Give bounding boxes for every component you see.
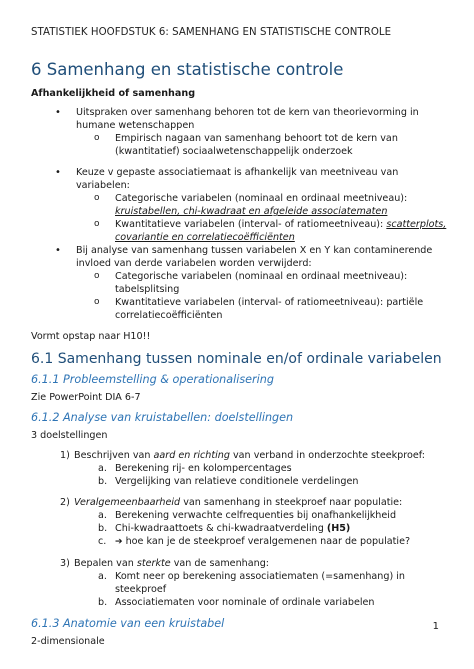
body-text: 2-dimensionale <box>31 636 105 647</box>
body-text: 3 doelstellingen <box>31 430 108 441</box>
lettered-item: a. Berekening rij- en kolompercentages <box>98 463 292 474</box>
item-text: van verband in onderzochte steekproef: <box>229 450 426 461</box>
sub-bullet-text: Categorische variabelen (nominaal en ordinaal meetniveau): <box>115 193 408 204</box>
lettered-item: a. Berekening verwachte celfrequenties bij onafhankelijkheid <box>98 510 397 521</box>
item-emphasis: Veralgemeenbaarheid <box>74 497 181 508</box>
item-text: Beschrijven van <box>74 450 154 461</box>
chapter-title: 6 Samenhang en statistische controle <box>31 60 344 79</box>
item-text: van de samenhang: <box>170 558 270 569</box>
section-subtitle: Afhankelijkheid of samenhang <box>31 88 196 99</box>
item-text: Komt neer op berekening associatiematen (=samenhang) in steekproef <box>115 571 406 595</box>
sub-bullet-emphasis: scatterplots, covariantie en correlatiecoëfficiënten <box>115 219 447 243</box>
item-number: 1) <box>60 450 70 461</box>
item-emphasis: sterkte <box>136 558 171 569</box>
item-text: Berekening verwachte celfrequenties bij onafhankelijkheid <box>115 510 397 521</box>
lettered-item: b. Chi-kwadraattoets & chi-kwadraatverdeling (H5) <box>98 523 351 534</box>
numbered-item <box>31 449 451 462</box>
sub-bullet-item: o Empirisch nagaan van samenhang behoort tot de kern van (kwantitatief) sociaalwetenschappelijk onderzoek <box>31 132 451 158</box>
lettered-item: b. Vergelijking van relatieve conditionele verdelingen <box>98 476 359 487</box>
lettered-item: a. Komt neer op berekening associatiematen (=samenhang) in steekproef <box>98 571 406 595</box>
item-number: 3) <box>60 558 70 569</box>
item-text: Bepalen van <box>74 558 137 569</box>
arrow-icon: ➔ <box>115 537 123 547</box>
item-text: Vergelijking van relatieve conditionele verdelingen <box>115 476 359 487</box>
item-number: 2) <box>60 497 70 508</box>
page-header: STATISTIEK HOOFDSTUK 6: SAMENHANG EN STATISTISCHE CONTROLE <box>31 27 392 38</box>
item-text: Chi-kwadraattoets & chi-kwadraatverdeling <box>115 523 327 534</box>
bullet-item: • Bij analyse van samenhang tussen variabelen X en Y kan contaminerende invloed van derde variabelen worden verwijderd: <box>31 244 451 270</box>
note-text: Vormt opstap naar H10!! <box>31 331 151 342</box>
body-text: Zie PowerPoint DIA 6-7 <box>31 392 141 403</box>
item-text: Associatiematen voor nominale of ordinale variabelen <box>115 597 375 608</box>
bullet-item: • Keuze v gepaste associatiemaat is afhankelijk van meetniveau van variabelen: <box>31 166 451 192</box>
item-bold: (H5) <box>326 523 351 534</box>
sub-bullet-emphasis: kruistabellen, chi-kwadraat en afgeleide associatematen <box>115 206 388 217</box>
lettered-item: c. ➔ hoe kan je de steekproef veralgemenen naar de populatie? <box>98 536 411 547</box>
item-text: hoe kan je de steekproef veralgemenen naar de populatie? <box>122 536 411 547</box>
item-text: van samenhang in steekproef naar populatie: <box>180 497 403 508</box>
sub-bullet-item <box>31 192 451 218</box>
sub-bullet-text: Kwantitatieve variabelen (interval- of ratiomeetniveau): <box>115 219 387 230</box>
numbered-item <box>31 557 451 570</box>
section-heading: 6.1 Samenhang tussen nominale en/of ordinale variabelen <box>31 351 442 367</box>
subsection-heading: 6.1.2 Analyse van kruistabellen: doelstellingen <box>31 411 294 424</box>
subsection-heading: 6.1.3 Anatomie van een kruistabel <box>31 617 225 630</box>
item-text: Berekening rij- en kolompercentages <box>115 463 292 474</box>
lettered-item: b. Associatiematen voor nominale of ordinale variabelen <box>98 597 375 608</box>
sub-bullet-item: o Kwantitatieve variabelen (interval- of ratiomeetniveau): partiële correlatiecoëfficiënten <box>31 296 451 322</box>
bullet-item: • Uitspraken over samenhang behoren tot de kern van theorievorming in humane wetenschappen <box>31 106 451 132</box>
item-emphasis: aard en richting <box>153 450 230 461</box>
page-content <box>31 60 451 651</box>
numbered-item <box>31 496 451 509</box>
sub-bullet-item <box>31 218 451 244</box>
sub-bullet-item: o Categorische variabelen (nominaal en ordinaal meetniveau): tabelsplitsing <box>31 270 451 296</box>
page-number: 1 <box>432 621 439 632</box>
subsection-heading: 6.1.1 Probleemstelling & operationalisering <box>31 373 274 386</box>
